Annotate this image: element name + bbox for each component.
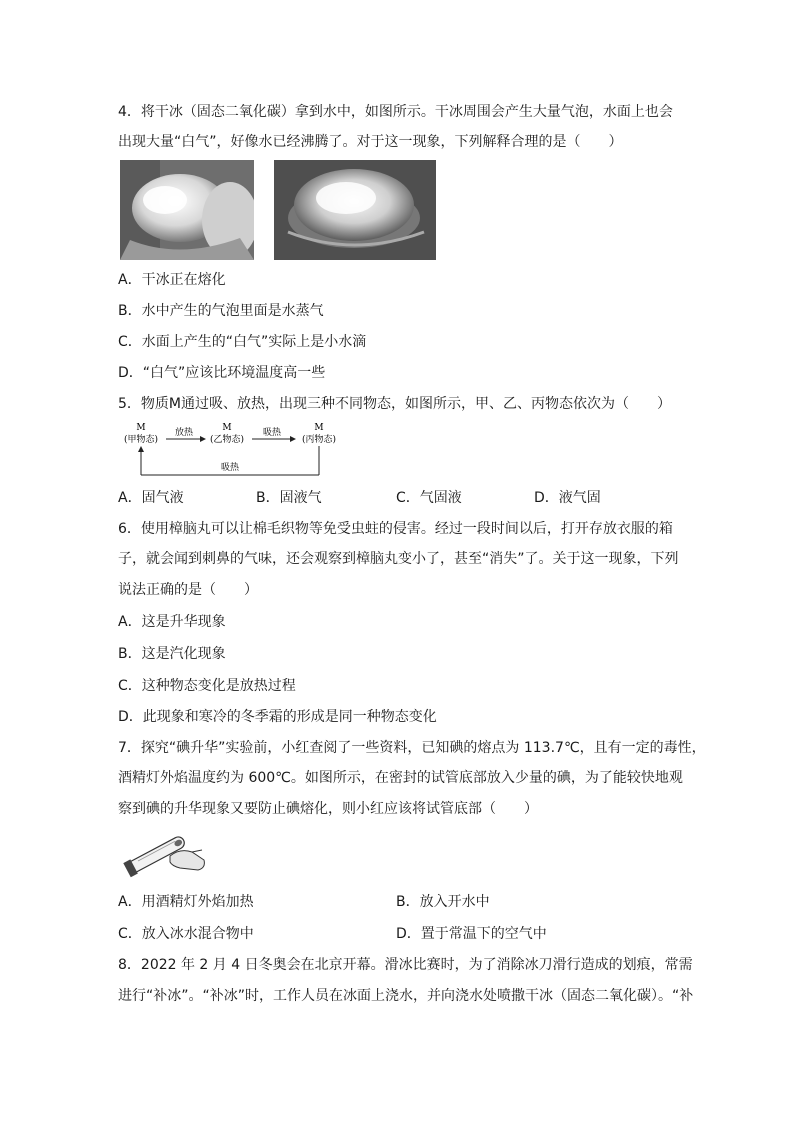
q4-stem-line1: 4．将干冰（固态二氧化碳）拿到水中，如图所示。干冰周围会产生大量气泡，水面上也会 (118, 104, 673, 120)
diagram-m2: M (222, 423, 232, 433)
q7-stem-line1: 7．探究“碘升华”实验前，小红查阅了一些资料，已知碘的熔点为 113.7℃，且有一定的毒性， (118, 740, 706, 756)
q4-option-a: A．干冰正在熔化 (118, 272, 226, 288)
q7-option-a: A．用酒精灯外焰加热 (118, 894, 254, 910)
q6-option-a: A．这是升华现象 (118, 614, 226, 630)
q6-stem-line2: 子，就会闻到刺鼻的气味，还会观察到樟脑丸变小了，甚至“消失”了。关于这一现象，下列 (118, 551, 679, 567)
diagram-m3: M (314, 423, 324, 433)
dry-ice-water-fog-photo (274, 160, 436, 260)
q5-option-a: A．固气液 (118, 490, 184, 506)
sealed-test-tube-figure (118, 826, 208, 881)
q7-option-d: D．置于常温下的空气中 (396, 926, 547, 942)
q7-option-c: C．放入冰水混合物中 (118, 926, 254, 942)
diagram-state3: (丙物态) (301, 435, 337, 445)
diagram-arrow3-label: 吸热 (220, 463, 240, 473)
q4-stem-line2: 出现大量“白气”，好像水已经沸腾了。对于这一现象，下列解释合理的是（ ） (118, 134, 623, 150)
phase-change-diagram (118, 420, 348, 480)
q7-stem-line3: 察到碘的升华现象又要防止碘熔化，则小红应该将试管底部（ ） (118, 801, 538, 817)
diagram-m1: M (136, 423, 146, 433)
q7-option-b: B．放入开水中 (396, 894, 490, 910)
q8-stem-line1: 8．2022 年 2 月 4 日冬奥会在北京开幕。滑冰比赛时，为了消除冰刀滑行造成的划痕，常需 (118, 957, 693, 973)
dry-ice-hands-photo (120, 160, 254, 260)
q6-stem-line1: 6．使用樟脑丸可以让棉毛织物等免受虫蛀的侵害。经过一段时间以后，打开存放衣服的箱 (118, 521, 673, 537)
diagram-arrow2-label: 吸热 (262, 428, 282, 438)
q6-option-d: D．此现象和寒冷的冬季霜的形成是同一种物态变化 (118, 709, 437, 725)
q7-stem-line2: 酒精灯外焰温度约为 600℃。如图所示，在密封的试管底部放入少量的碘，为了能较快地观 (118, 770, 683, 786)
q5-option-c: C．气固液 (396, 490, 462, 506)
q5-option-b: B．固液气 (256, 490, 322, 506)
q4-option-b: B．水中产生的气泡里面是水蒸气 (118, 303, 324, 319)
q8-stem-line2: 进行“补冰”。“补冰”时，工作人员在冰面上浇水，并向浇水处喷撒干冰（固态二氧化碳）。“补 (118, 988, 694, 1004)
q5-option-d: D．液气固 (534, 490, 601, 506)
q4-option-d: D．“白气”应该比环境温度高一些 (118, 365, 326, 381)
diagram-arrow1-label: 放热 (174, 428, 194, 438)
q5-stem: 5．物质M通过吸、放热，出现三种不同物态，如图所示，甲、乙、丙物态依次为（ ） (118, 396, 671, 412)
q6-option-c: C．这种物态变化是放热过程 (118, 678, 296, 694)
diagram-state1: (甲物态) (123, 435, 159, 445)
q6-option-b: B．这是汽化现象 (118, 646, 226, 662)
q4-option-c: C．水面上产生的“白气”实际上是小水滴 (118, 334, 367, 350)
q6-stem-line3: 说法正确的是（ ） (118, 582, 258, 598)
diagram-state2: (乙物态) (209, 435, 245, 445)
